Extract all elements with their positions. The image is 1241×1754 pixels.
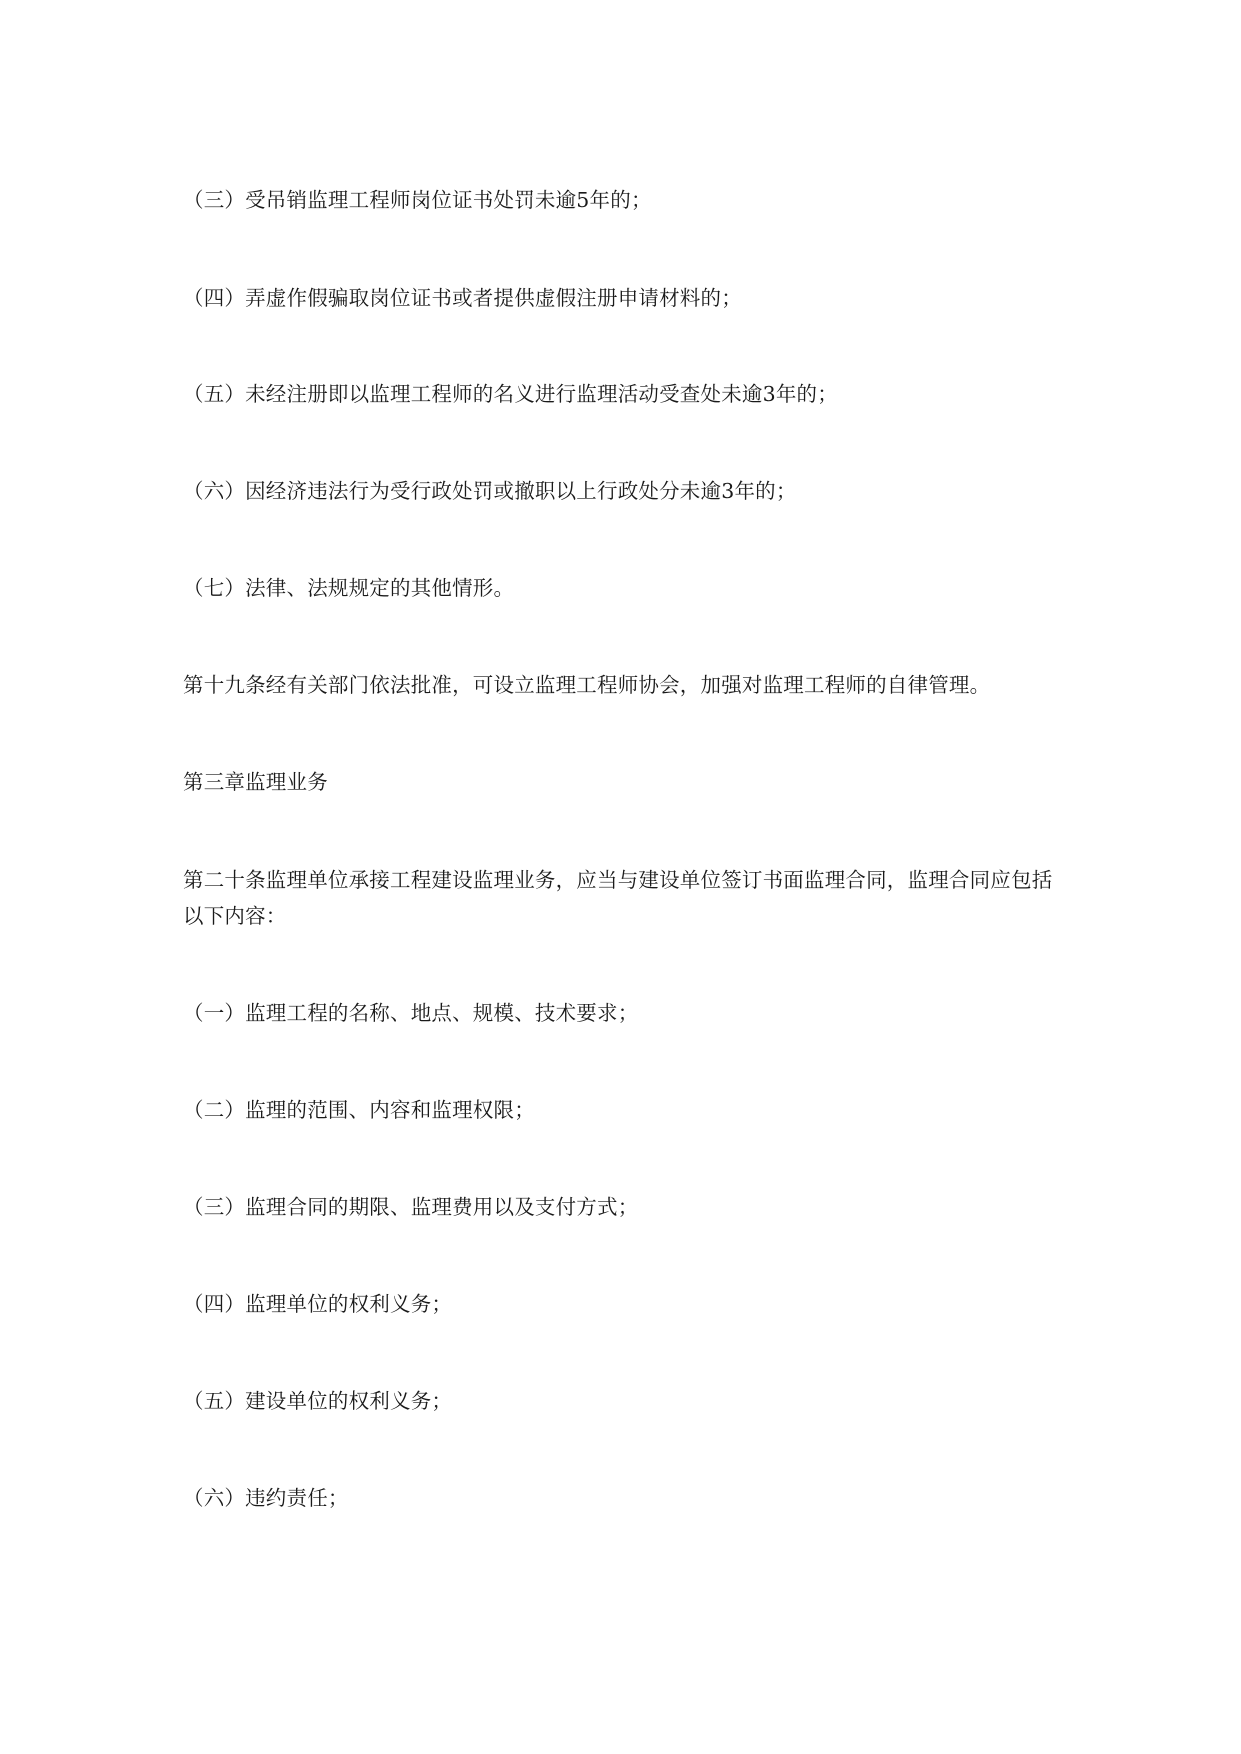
article-19: 第十九条经有关部门依法批准，可设立监理工程师协会，加强对监理工程师的自律管理。 — [183, 673, 991, 697]
contract-item-1: （一）监理工程的名称、地点、规模、技术要求； — [183, 1001, 639, 1025]
clause-item-6: （六）因经济违法行为受行政处罚或撤职以上行政处分未逾3年的； — [183, 479, 797, 503]
article-20: 第二十条监理单位承接工程建设监理业务，应当与建设单位签订书面监理合同，监理合同应包括以下内容： — [183, 868, 1053, 928]
clause-item-5: （五）未经注册即以监理工程师的名义进行监理活动受查处未逾3年的； — [183, 382, 838, 406]
clause-item-4: （四）弄虚作假骗取岗位证书或者提供虚假注册申请材料的； — [183, 286, 742, 310]
contract-item-6: （六）违约责任； — [183, 1486, 349, 1510]
clause-item-7: （七）法律、法规规定的其他情形。 — [183, 576, 515, 600]
contract-item-4: （四）监理单位的权利义务； — [183, 1292, 453, 1316]
contract-item-5: （五）建设单位的权利义务； — [183, 1389, 453, 1413]
clause-item-3: （三）受吊销监理工程师岗位证书处罚未逾5年的； — [183, 188, 652, 212]
chapter-heading: 第三章监理业务 — [183, 770, 328, 794]
contract-item-3: （三）监理合同的期限、监理费用以及支付方式； — [183, 1195, 639, 1219]
contract-item-2: （二）监理的范围、内容和监理权限； — [183, 1098, 535, 1122]
